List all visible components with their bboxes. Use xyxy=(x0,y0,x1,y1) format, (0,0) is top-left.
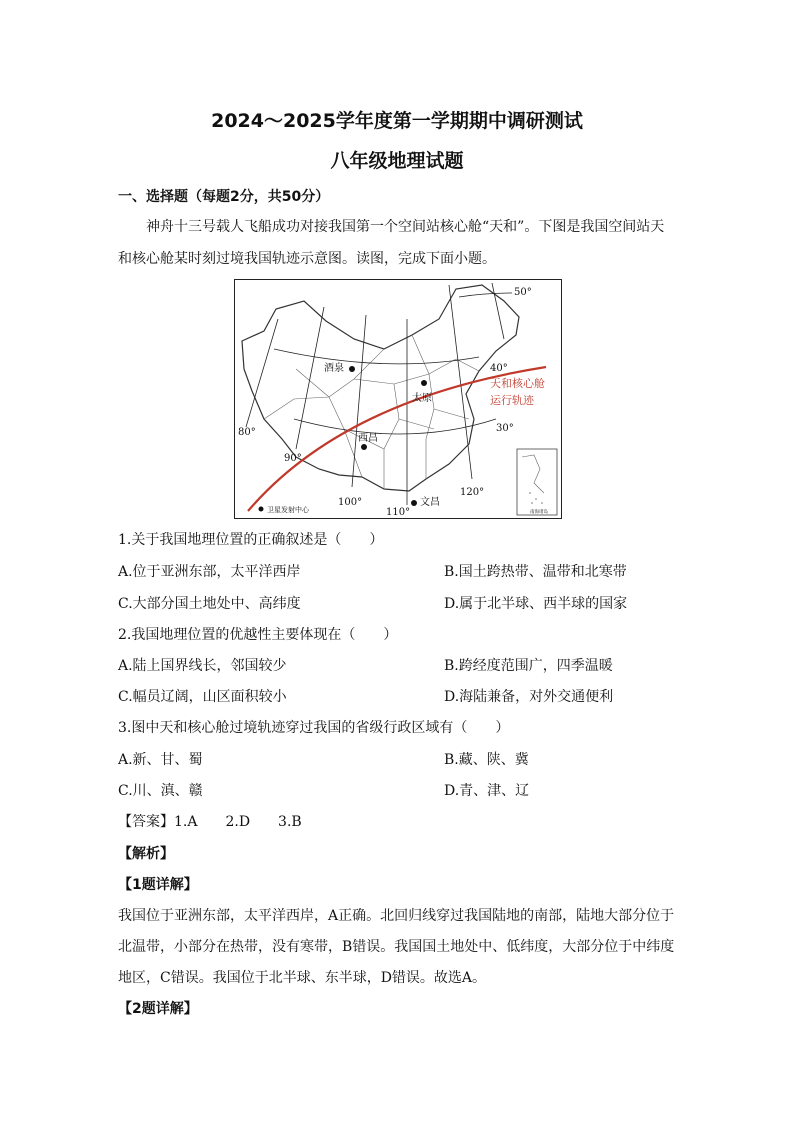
answer-line: 【答案】1.A 2.D 3.B xyxy=(118,814,302,830)
lat-label: 30° xyxy=(496,423,514,434)
q1-option-a: A.位于亚洲东部，太平洋西岸 xyxy=(118,564,301,580)
detail2-heading: 【2题详解】 xyxy=(118,1001,198,1017)
intro-text: 神舟十三号载人飞船成功对接我国第一个空间站核心舱“天和”。下图是我国空间站天 xyxy=(146,219,665,235)
q1-stem: 1.关于我国地理位置的正确叙述是（ ） xyxy=(118,532,384,548)
city-label: 酒泉 xyxy=(324,363,344,374)
lat-label: 40° xyxy=(490,363,508,374)
lat-label: 50° xyxy=(514,287,532,298)
lon-label: 90° xyxy=(284,453,302,464)
orbit-label: 运行轨迹 xyxy=(490,394,534,407)
detail1-text: 地区，C错误。我国位于北半球、东半球，D错误。故选A。 xyxy=(118,970,487,986)
legend-label: 卫星发射中心 xyxy=(267,506,309,514)
lon-label: 110° xyxy=(386,507,411,518)
city-label: 太原 xyxy=(412,393,432,404)
lon-label: 80° xyxy=(238,427,256,438)
intro-text: 和核心舱某时刻过境我国轨迹示意图。读图，完成下面小题。 xyxy=(118,251,496,267)
inset-box xyxy=(517,449,557,515)
q2-option-a: A.陆上国界线长，邻国较少 xyxy=(118,658,287,674)
city-label: 文昌 xyxy=(420,497,440,508)
q2-option-d: D.海陆兼备，对外交通便利 xyxy=(444,689,614,705)
section-heading: 一、选择题（每题2分，共50分） xyxy=(118,189,330,205)
orbit-map-figure xyxy=(234,279,562,519)
lon-label: 120° xyxy=(460,487,485,498)
q2-stem: 2.我国地理位置的优越性主要体现在（ ） xyxy=(118,627,398,643)
q3-option-c: C.川、滇、赣 xyxy=(118,783,203,799)
q3-option-b: B.藏、陕、冀 xyxy=(444,752,529,768)
q3-option-a: A.新、甘、蜀 xyxy=(118,752,203,768)
q3-stem: 3.图中天和核心舱过境轨迹穿过我国的省级行政区域有（ ） xyxy=(118,720,510,736)
orbit-label: 天和核心舱 xyxy=(490,377,545,390)
inset-label: 南海诸岛 xyxy=(530,510,548,515)
page-subtitle: 八年级地理试题 xyxy=(330,150,464,172)
detail1-heading: 【1题详解】 xyxy=(118,877,198,893)
city-label: 西昌 xyxy=(358,433,378,444)
detail1-text: 我国位于亚洲东部，太平洋西岸，A正确。北回归线穿过我国陆地的南部，陆地大部分位于 xyxy=(118,908,675,924)
q2-option-b: B.跨经度范围广，四季温暖 xyxy=(444,658,613,674)
lon-label: 100° xyxy=(338,497,363,508)
q1-option-b: B.国土跨热带、温带和北寒带 xyxy=(444,564,627,580)
q1-option-d: D.属于北半球、西半球的国家 xyxy=(444,596,628,612)
q2-option-c: C.幅员辽阔，山区面积较小 xyxy=(118,689,287,705)
q1-option-c: C.大部分国土地处中、高纬度 xyxy=(118,596,301,612)
analysis-heading: 【解析】 xyxy=(118,846,174,862)
page-title: 2024～2025学年度第一学期期中调研测试 xyxy=(211,110,583,132)
q3-option-d: D.青、津、辽 xyxy=(444,783,530,799)
detail1-text: 北温带，小部分在热带，没有寒带，B错误。我国国土地处中、低纬度，大部分位于中纬度 xyxy=(118,939,675,955)
